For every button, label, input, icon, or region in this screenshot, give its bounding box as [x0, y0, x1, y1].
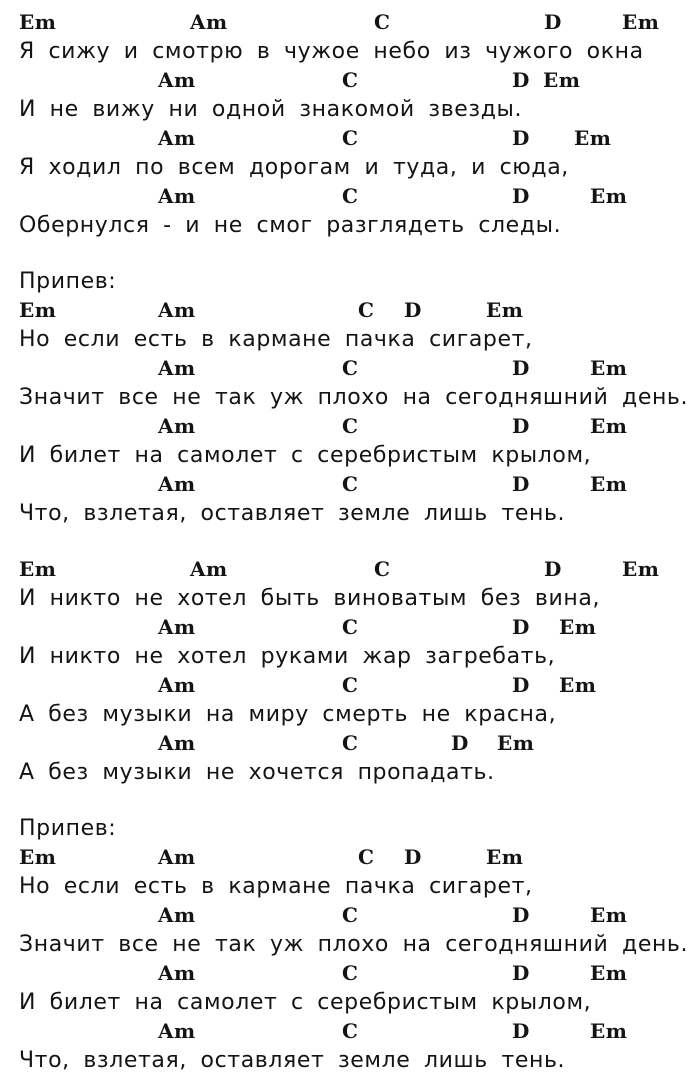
- chord: D: [512, 1019, 530, 1043]
- chord: C: [342, 68, 359, 92]
- chord-row: [0, 555, 695, 584]
- lyric-line: И билет на самолет с серебристым крылом,: [19, 990, 592, 1015]
- chord: Am: [158, 184, 196, 208]
- chord: D: [512, 126, 530, 150]
- chord: C: [342, 673, 359, 697]
- chord: Em: [19, 557, 57, 581]
- chord: C: [342, 961, 359, 985]
- chord: Am: [190, 557, 228, 581]
- chorus-label: Припев:: [19, 816, 117, 841]
- chord: Am: [158, 903, 196, 927]
- lyric-line: Я сижу и смотрю в чужое небо из чужого окна: [19, 39, 644, 64]
- lyric-line: И билет на самолет с серебристым крылом,: [19, 443, 592, 468]
- lyric-row: [0, 325, 695, 354]
- lyric-row: [0, 584, 695, 613]
- chord: Em: [543, 68, 581, 92]
- chord-row: [0, 613, 695, 642]
- chord: C: [342, 472, 359, 496]
- chord-row: [0, 470, 695, 499]
- lyric-line: Что, взлетая, оставляет земле лишь тень.: [19, 501, 566, 526]
- chord: C: [342, 356, 359, 380]
- chord: Em: [486, 845, 524, 869]
- chord-row: [0, 296, 695, 325]
- chord: Em: [590, 414, 628, 438]
- lyric-row: [0, 872, 695, 901]
- chord: Em: [590, 961, 628, 985]
- lyric-row: [0, 988, 695, 1017]
- lyric-line: Но если есть в кармане пачка сигарет,: [19, 327, 533, 352]
- chord: D: [512, 961, 530, 985]
- chord: C: [342, 414, 359, 438]
- lyric-line: Значит все не так уж плохо на сегодняшний день.: [19, 385, 689, 410]
- chord: Em: [590, 1019, 628, 1043]
- chord: D: [404, 298, 422, 322]
- chord: Em: [19, 10, 57, 34]
- chord: Em: [590, 903, 628, 927]
- lyric-row: [0, 1046, 695, 1075]
- lyric-row: [0, 930, 695, 959]
- chord: D: [544, 557, 562, 581]
- lyric-row: [0, 758, 695, 787]
- chord: C: [342, 1019, 359, 1043]
- chord: Am: [158, 1019, 196, 1043]
- chorus-label: Припев:: [19, 269, 117, 294]
- chord-row: [0, 729, 695, 758]
- chord: Am: [158, 414, 196, 438]
- chord: Am: [190, 10, 228, 34]
- section-label-row: [0, 814, 695, 843]
- chord: Em: [590, 472, 628, 496]
- lyric-row: [0, 499, 695, 528]
- chord-row: [0, 901, 695, 930]
- chord: Em: [559, 673, 597, 697]
- lyric-line: Я ходил по всем дорогам и туда, и сюда,: [19, 155, 569, 180]
- chord: D: [512, 903, 530, 927]
- lyric-line: Значит все не так уж плохо на сегодняшний день.: [19, 932, 689, 957]
- chord: C: [342, 731, 359, 755]
- chord: D: [544, 10, 562, 34]
- lyric-line: А без музыки на миру смерть не красна,: [19, 702, 557, 727]
- chord-row: [0, 66, 695, 95]
- chord: Am: [158, 615, 196, 639]
- chord: Am: [158, 472, 196, 496]
- chord: D: [512, 615, 530, 639]
- chord-row: [0, 959, 695, 988]
- lyric-line: Но если есть в кармане пачка сигарет,: [19, 874, 533, 899]
- chord-row: [0, 124, 695, 153]
- chord: Em: [559, 615, 597, 639]
- chord: Em: [574, 126, 612, 150]
- chord: C: [374, 557, 391, 581]
- lyric-row: [0, 37, 695, 66]
- chord: Am: [158, 731, 196, 755]
- chord: Em: [590, 356, 628, 380]
- lyric-line: И никто не хотел руками жар загребать,: [19, 644, 556, 669]
- chord: Am: [158, 298, 196, 322]
- chord: C: [374, 10, 391, 34]
- chord-row: [0, 8, 695, 37]
- lyric-row: [0, 441, 695, 470]
- chord: Am: [158, 961, 196, 985]
- chord: Am: [158, 356, 196, 380]
- chord: Am: [158, 673, 196, 697]
- chord-row: [0, 1017, 695, 1046]
- chord-row: [0, 671, 695, 700]
- chord: C: [342, 126, 359, 150]
- chord: Am: [158, 845, 196, 869]
- lyric-row: [0, 211, 695, 240]
- chord: C: [342, 615, 359, 639]
- chord: Em: [19, 845, 57, 869]
- chord: Em: [590, 184, 628, 208]
- chord: Am: [158, 126, 196, 150]
- lyric-line: Что, взлетая, оставляет земле лишь тень.: [19, 1048, 566, 1073]
- lyric-line: И не вижу ни одной знакомой звезды.: [19, 97, 523, 122]
- chord: D: [512, 356, 530, 380]
- chord: D: [512, 184, 530, 208]
- chord: Em: [497, 731, 535, 755]
- chord: D: [512, 673, 530, 697]
- chord: C: [358, 298, 375, 322]
- chord: C: [342, 903, 359, 927]
- chord: Em: [486, 298, 524, 322]
- lyric-line: А без музыки не хочется пропадать.: [19, 760, 495, 785]
- chord: Em: [622, 10, 660, 34]
- chord: Am: [158, 68, 196, 92]
- chord-row: [0, 412, 695, 441]
- chord-row: [0, 354, 695, 383]
- chord-row: [0, 843, 695, 872]
- lyric-row: [0, 383, 695, 412]
- chord: Em: [622, 557, 660, 581]
- chord: D: [512, 414, 530, 438]
- lyric-line: Обернулся - и не смог разглядеть следы.: [19, 213, 562, 238]
- chord: C: [358, 845, 375, 869]
- lyric-line: И никто не хотел быть виноватым без вина,: [19, 586, 601, 611]
- lyric-row: [0, 153, 695, 182]
- section-label-row: [0, 267, 695, 296]
- chord: D: [512, 472, 530, 496]
- chord-row: [0, 182, 695, 211]
- chord: Em: [19, 298, 57, 322]
- lyric-row: [0, 700, 695, 729]
- lyric-row: [0, 95, 695, 124]
- chord: D: [512, 68, 530, 92]
- chord: D: [404, 845, 422, 869]
- chord: C: [342, 184, 359, 208]
- lyric-row: [0, 642, 695, 671]
- chord: D: [451, 731, 469, 755]
